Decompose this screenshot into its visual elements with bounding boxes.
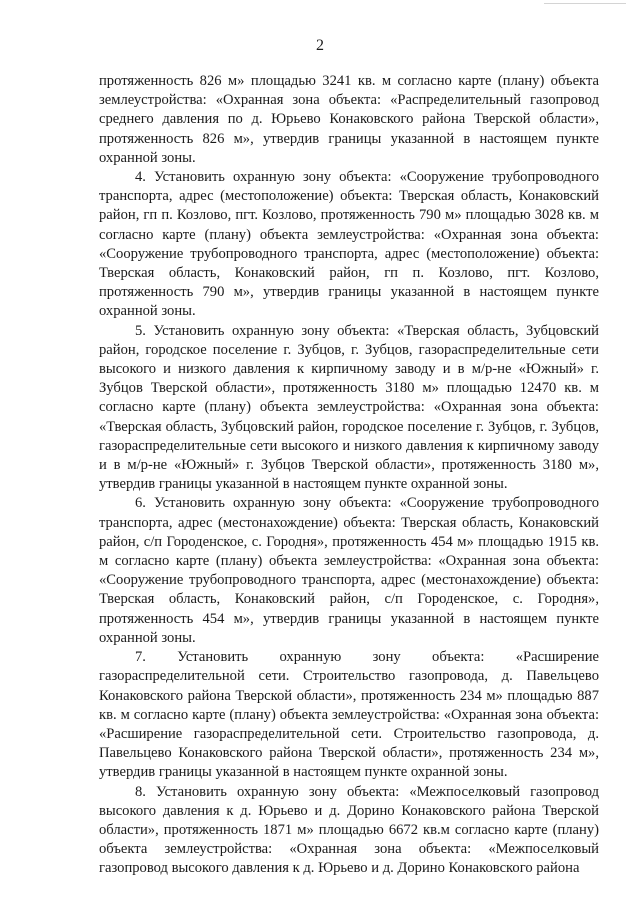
page-number: 2 — [316, 37, 324, 54]
paragraph-item-4: 4. Установить охранную зону объекта: «Сооружение трубопроводного транспорта, адрес (местоположение) объекта: Тверская область, Конаковский район, гп п. Козлово, пгт. Козлово, протяженность 790 м» площадью 3028 кв. м согласно карте (плану) объекта землеустройства: «Охранная зона объекта: «Сооружение трубопроводного транспорта, адрес (местоположение) объекта: Тверская область, Конаковский район, гп п. Козлово, пгт. Козлово, протяженность 790 м», утвердив границы указанной в настоящем пункте охранной зоны. — [99, 169, 599, 320]
paragraph-item-6: 6. Установить охранную зону объекта: «Сооружение трубопроводного транспорта, адрес (местонахождение) объекта: Тверская область, Конаковский район, с/п Городенское, с. Городня», протяженность 454 м» площадью 1915 кв. м согласно карте (плану) объекта землеустройства: «Охранная зона объекта: «Сооружение трубопроводного транспорта, адрес (местонахождение) объекта: Тверская область, Конаковский район, с/п Городенское, с. Городня», протяженность 454 м», утвердив границы указанной в настоящем пункте охранной зоны. — [99, 495, 599, 646]
paragraph-3-continuation: протяженность 826 м» площадью 3241 кв. м согласно карте (плану) объекта землеустройства: «Охранная зона объекта: «Распределительный газопровод среднего давления по д. Юрьево Конаковского района Тверской области», протяженность 826 м», утвердив границы указанной в настоящем пункте охранной зоны. — [99, 73, 599, 166]
paragraph-item-5: 5. Установить охранную зону объекта: «Тверская область, Зубцовский район, городское поселение г. Зубцов, г. Зубцов, газораспределительные сети высокого и низкого давления к кирпичному заводу и в м/р-не «Южный» г. Зубцов Тверской области», протяженность 3180 м» площадью 12470 кв. м согласно карте (плану) объекта землеустройства: «Охранная зона объекта: «Тверская область, Зубцовский район, городское поселение г. Зубцов, г. Зубцов, газораспределительные сети высокого и низкого давления к кирпичному заводу и в м/р-не «Южный» г. Зубцов Тверской области», протяженность 3180 м», утвердив границы указанной в настоящем пункте охранной зоны. — [99, 322, 599, 493]
document-body — [99, 72, 599, 879]
paragraph-item-8: 8. Установить охранную зону объекта: «Межпоселковый газопровод высокого давления к д. Юрьево и д. Дорино Конаковского района Тверской области», протяженность 1871 м» площадью 6672 кв.м согласно карте (плану) объекта землеустройства: «Охранная зона объекта: «Межпоселковый газопровод высокого давления к д. Юрьево и д. Дорино Конаковского района — [99, 783, 599, 877]
paragraph-item-7: 7. Установить охранную зону объекта: «Расширение газораспределительной сети. Строительство газопровода, д. Павельцево Конаковского района Тверской области», протяженность 234 м» площадью 887 кв. м согласно карте (плану) объекта землеустройства: «Охранная зона объекта: «Расширение газораспределительной сети. Строительство газопровода, д. Павельцево Конаковского района Тверской области», протяженность 234 м», утвердив границы указанной в настоящем пункте охранной зоны. — [99, 649, 599, 781]
scan-edge-mark — [544, 0, 626, 4]
